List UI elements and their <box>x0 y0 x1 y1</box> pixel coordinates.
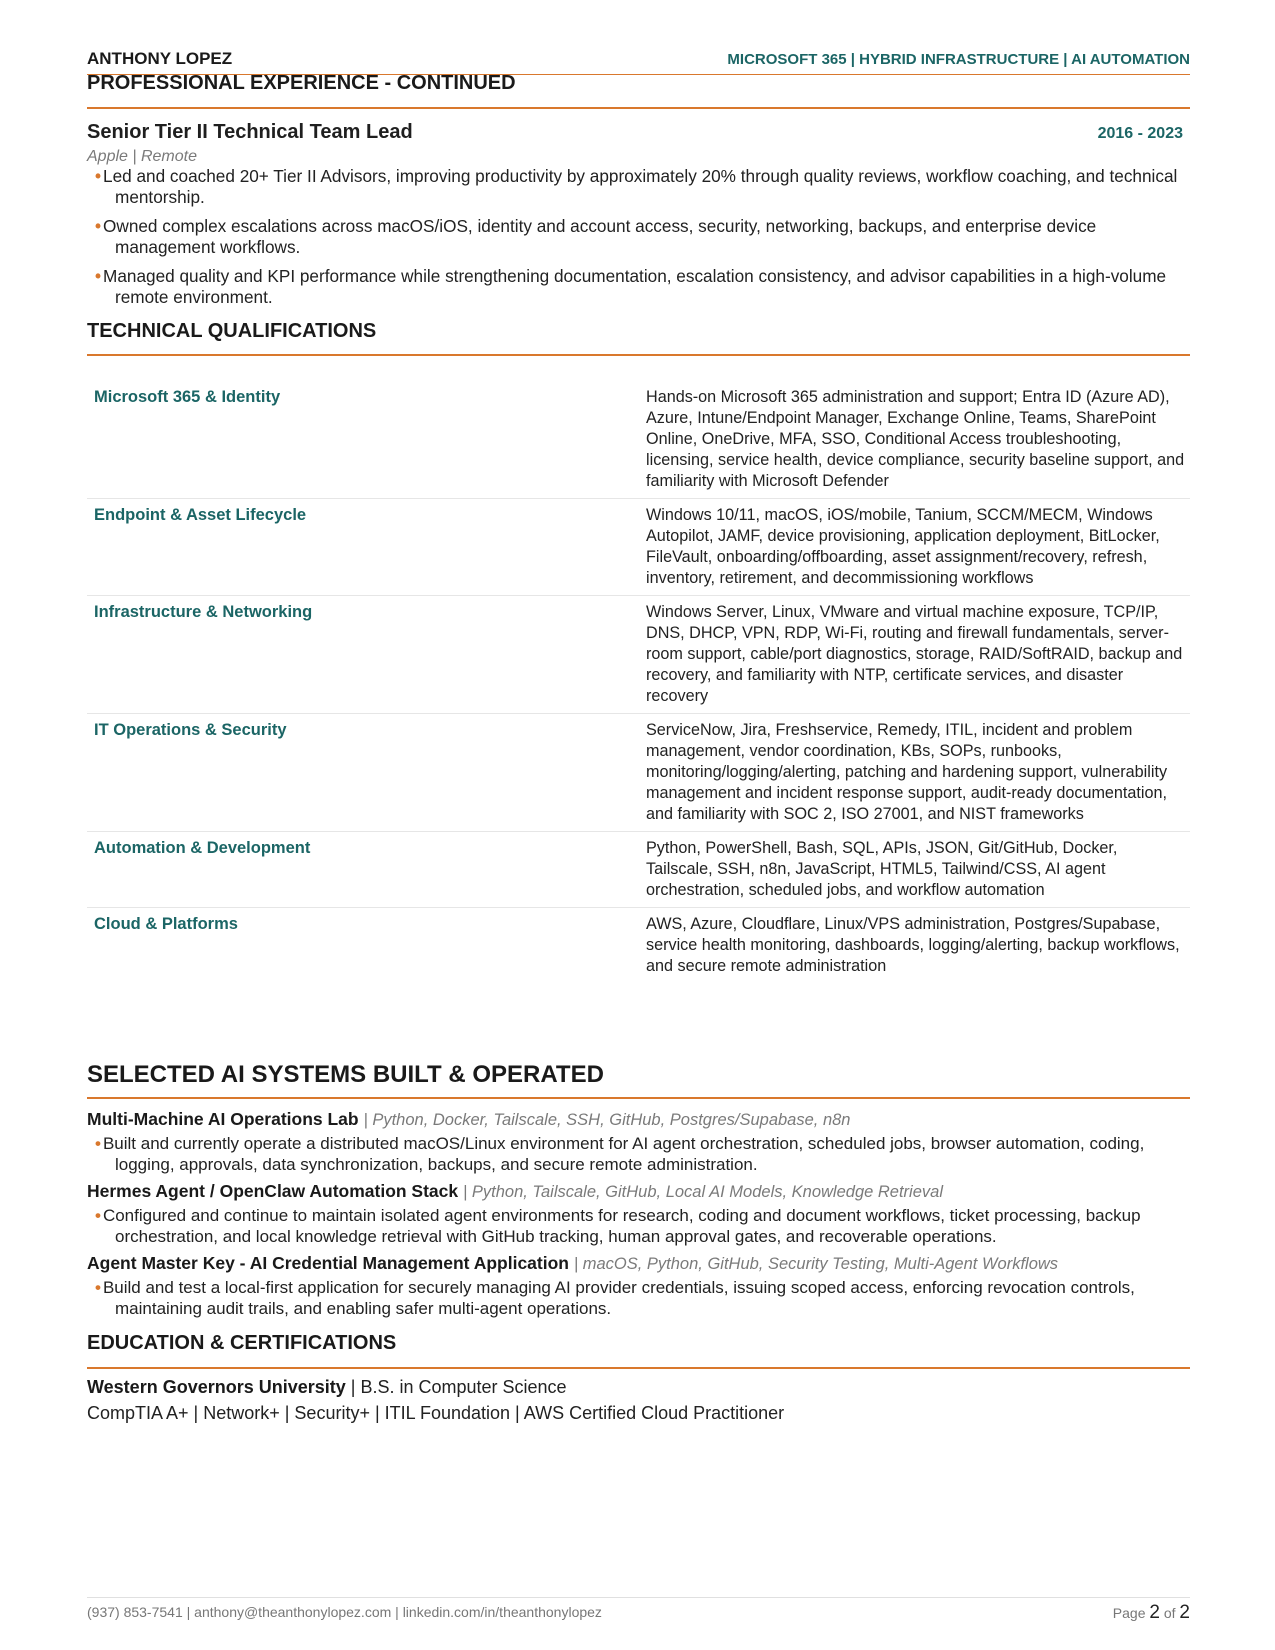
job-title: Senior Tier II Technical Team Lead <box>87 121 413 143</box>
candidate-name: ANTHONY LOPEZ <box>87 49 233 68</box>
qualification-category: Infrastructure & Networking <box>94 603 313 621</box>
qualification-details: ServiceNow, Jira, Freshservice, Remedy, ITIL, incident and problem management, vendor coordination, KBs, SOPs, runbooks, monitoring/logging/alerting, patching and hardening support, vulnerability management and incident response support, audit-ready documentation, and familiarity with SOC 2, ISO 27001, and NIST frameworks <box>646 721 1168 823</box>
qualification-details: Windows Server, Linux, VMware and virtual machine exposure, TCP/IP, DNS, DHCP, VPN, RDP, Wi-Fi, routing and firewall fundamentals, server-room support, cable/port diagnostics, storage, RAID/SoftRAID, backup and recovery, and familiarity with NTP, certificate services, and disaster recovery <box>646 603 1183 705</box>
experience-bullets <box>87 166 1190 316</box>
qualifications-table <box>87 381 1190 983</box>
school-name: Western Governors University <box>87 1377 346 1397</box>
project-stack: | Python, Tailscale, GitHub, Local AI Models, Knowledge Retrieval <box>463 1183 943 1201</box>
section-title-ai-systems: SELECTED AI SYSTEMS BUILT & OPERATED <box>87 1055 1190 1099</box>
certifications: CompTIA A+ | Network+ | Security+ | ITIL Foundation | AWS Certified Cloud Practitioner <box>87 1403 785 1423</box>
list-item: • Led and coached 20+ Tier II Advisors, improving productivity by approximately 20% through quality reviews, workflow coaching, and technical mentorship. <box>95 166 1178 207</box>
project-bullet: • Build and test a local-first application for securely managing AI provider credentials, issuing scoped access, enforcing revocation controls, maintaining audit trails, and enabling safer multi-agent operations. <box>95 1278 1135 1318</box>
ai-project <box>87 1180 1190 1247</box>
job-company: Apple | Remote <box>87 148 197 165</box>
project-name: Agent Master Key - AI Credential Management Application <box>87 1253 569 1273</box>
degree-name: | B.S. in Computer Science <box>350 1377 567 1397</box>
project-bullet: • Built and currently operate a distributed macOS/Linux environment for AI agent orchestration, scheduled jobs, browser automation, coding, logging, approvals, data synchronization, backups, and secure remote administration. <box>95 1134 1145 1174</box>
job-dates: 2016 - 2023 <box>1097 125 1183 142</box>
qualification-category: Microsoft 365 & Identity <box>94 388 281 406</box>
project-name: Multi-Machine AI Operations Lab <box>87 1109 359 1129</box>
table-row <box>87 832 1190 908</box>
education-degree <box>87 1377 567 1398</box>
section-title-experience: PROFESSIONAL EXPERIENCE - CONTINUED <box>87 72 1190 109</box>
section-title-qualifications: TECHNICAL QUALIFICATIONS <box>87 320 1190 356</box>
list-item: • Owned complex escalations across macOS/iOS, identity and account access, security, networking, backups, and enterprise device management workflows. <box>95 216 1097 257</box>
qualification-category: Cloud & Platforms <box>94 915 238 933</box>
qualification-details: Windows 10/11, macOS, iOS/mobile, Tanium, SCCM/MECM, Windows Autopilot, JAMF, device provisioning, application deployment, BitLocker, FileVault, onboarding/offboarding, asset assignment/recovery, refresh, inventory, retirement, and decommissioning workflows <box>646 506 1160 587</box>
table-row <box>87 499 1190 596</box>
qualification-details: Hands-on Microsoft 365 administration and support; Entra ID (Azure AD), Azure, Intune/Endpoint Manager, Exchange Online, Teams, SharePoint Online, OneDrive, MFA, SSO, Conditional Access troubleshooting, licensing, service health, device compliance, security baseline support, and familiarity with Microsoft Defender <box>646 388 1185 490</box>
project-bullet: • Configured and continue to maintain isolated agent environments for research, coding and document workflows, ticket processing, backup orchestration, and local knowledge retrieval with GitHub tracking, human approval gates, and recoverable operations. <box>95 1206 1141 1246</box>
qualification-category: Endpoint & Asset Lifecycle <box>94 506 307 524</box>
qualification-details: Python, PowerShell, Bash, SQL, APIs, JSON, Git/GitHub, Docker, Tailscale, SSH, n8n, JavaScript, HTML5, Tailwind/CSS, AI agent orchestration, scheduled jobs, and workflow automation <box>646 839 1118 899</box>
ai-project <box>87 1252 1190 1319</box>
ai-project <box>87 1108 1190 1175</box>
project-name: Hermes Agent / OpenClaw Automation Stack <box>87 1181 459 1201</box>
qualification-category: Automation & Development <box>94 839 311 857</box>
table-row <box>87 596 1190 714</box>
header-tagline: MICROSOFT 365 | HYBRID INFRASTRUCTURE | AI AUTOMATION <box>727 51 1190 68</box>
project-stack: | Python, Docker, Tailscale, SSH, GitHub, Postgres/Supabase, n8n <box>363 1111 851 1129</box>
qualification-details: AWS, Azure, Cloudflare, Linux/VPS administration, Postgres/Supabase, service health monitoring, dashboards, logging/alerting, backup workflows, and secure remote administration <box>646 915 1180 975</box>
qualification-category: IT Operations & Security <box>94 721 287 739</box>
page-number: Page 2 of 2 <box>1112 1602 1190 1623</box>
project-stack: | macOS, Python, GitHub, Security Testing, Multi-Agent Workflows <box>573 1255 1059 1273</box>
list-item: • Managed quality and KPI performance while strengthening documentation, escalation consistency, and advisor capabilities in a high-volume remote environment. <box>95 266 1167 307</box>
section-title-education: EDUCATION & CERTIFICATIONS <box>87 1332 1190 1369</box>
footer-contact: (937) 853-7541 | anthony@theanthonylopez.com | linkedin.com/in/theanthonylopez <box>87 1604 602 1620</box>
table-row <box>87 381 1190 499</box>
page-footer <box>87 1597 1190 1628</box>
table-row <box>87 908 1190 983</box>
table-row <box>87 714 1190 832</box>
